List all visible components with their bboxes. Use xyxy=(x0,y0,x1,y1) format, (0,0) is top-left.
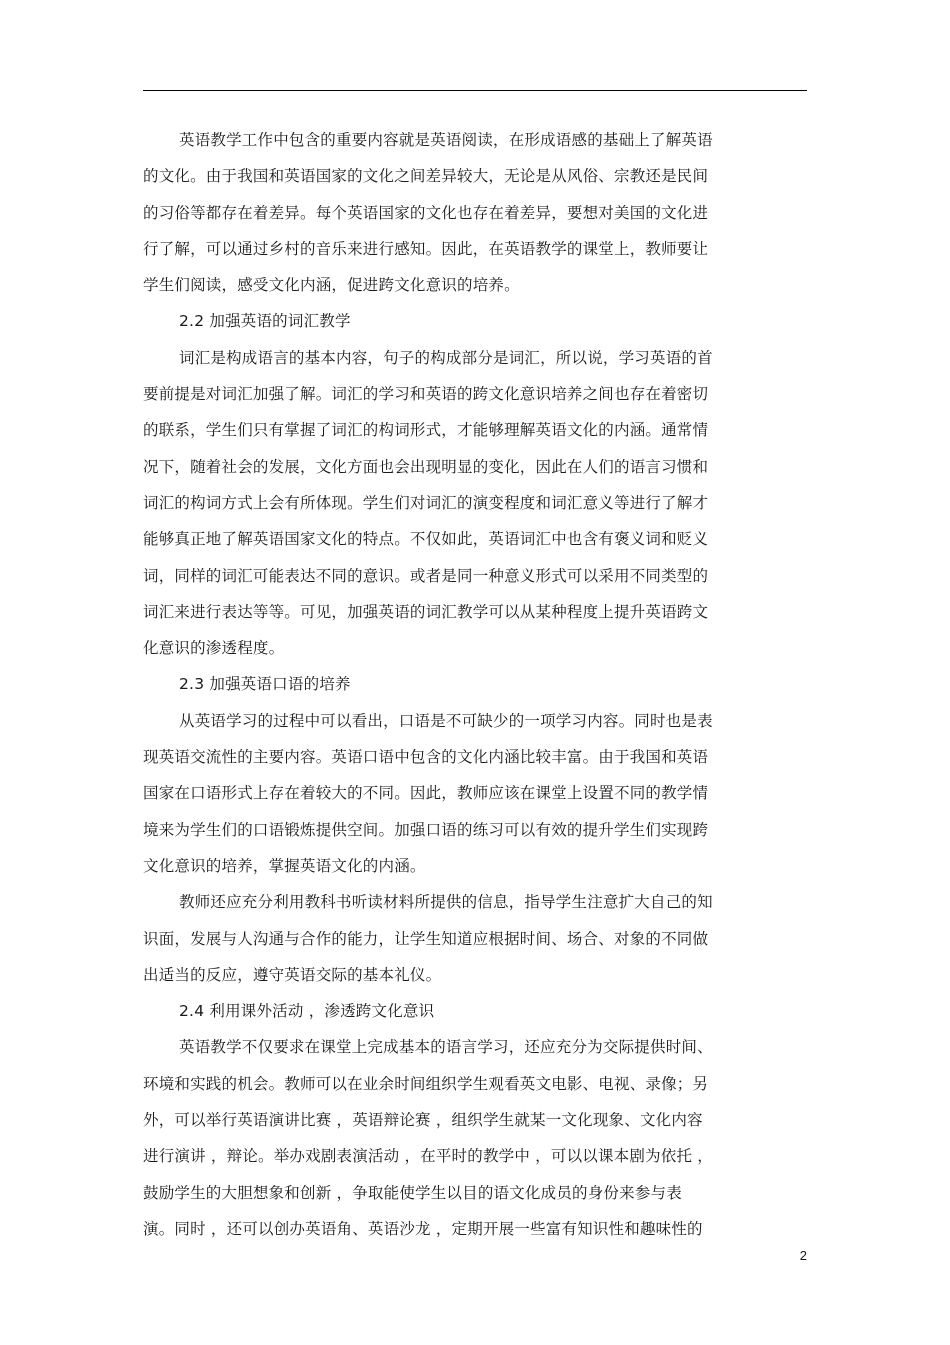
text-line: 演。同时 ，还可以创办英语角、英语沙龙 ，定期开展一些富有知识性和趣味性的 xyxy=(143,1219,703,1238)
text-line: 出适当的反应，遵守英语交际的基本礼仪。 xyxy=(143,965,442,984)
text-line: 词，同样的词汇可能表达不同的意识。或者是同一种意义形式可以采用不同类型的 xyxy=(143,566,709,585)
text-line: 的文化。由于我国和英语国家的文化之间差异较大，无论是从风俗、宗教还是民间 xyxy=(143,167,709,186)
text-line: 外，可以举行英语演讲比赛 ，英语辩论赛 ，组织学生就某一文化现象、文化内容 xyxy=(143,1111,703,1130)
text-line: 文化意识的培养，掌握英语文化的内涵。 xyxy=(143,856,426,875)
text-line: 词汇来进行表达等等。可见，加强英语的词汇教学可以从某种程度上提升英语跨文 xyxy=(143,602,709,621)
text-line: 要前提是对词汇加强了解。词汇的学习和英语的跨文化意识培养之间也存在着密切 xyxy=(143,385,709,404)
text-line: 况下，随着社会的发展，文化方面也会出现明显的变化，因此在人们的语言习惯和 xyxy=(143,457,709,476)
text-line: 从英语学习的过程中可以看出，口语是不可缺少的一项学习内容。同时也是表 xyxy=(179,711,713,730)
text-line: 词汇是构成语言的基本内容，句子的构成部分是词汇，所以说，学习英语的首 xyxy=(179,348,713,367)
text-line: 进行演讲 ，辩论。举办戏剧表演活动 ，在平时的教学中 ，可以以课本剧为依托 ， xyxy=(143,1147,714,1166)
text-line: 2.2 加强英语的词汇教学 xyxy=(179,312,351,331)
text-line: 教师还应充分利用教科书听读材料所提供的信息，指导学生注意扩大自己的知 xyxy=(179,893,713,912)
text-line: 的联系，学生们只有掌握了词汇的构词形式，才能够理解英语文化的内涵。通常情 xyxy=(143,421,709,440)
header-rule xyxy=(143,90,807,91)
text-line: 2.3 加强英语口语的培养 xyxy=(179,675,351,694)
text-line: 环境和实践的机会。教师可以在业余时间组织学生观看英文电影、电视、录像；另 xyxy=(143,1074,709,1093)
text-line: 学生们阅读，感受文化内涵，促进跨文化意识的培养。 xyxy=(143,276,520,295)
page-number: 2 xyxy=(799,1248,807,1263)
text-line: 英语教学工作中包含的重要内容就是英语阅读，在形成语感的基础上了解英语 xyxy=(179,131,713,149)
text-line: 2.4 利用课外活动 ，渗透跨文化意识 xyxy=(179,1002,435,1021)
text-line: 现英语交流性的主要内容。英语口语中包含的文化内涵比较丰富。由于我国和英语 xyxy=(143,748,709,767)
text-line: 的习俗等都存在着差异。每个英语国家的文化也存在着差异，要想对美国的文化进 xyxy=(143,203,709,222)
text-line: 国家在口语形式上存在着较大的不同。因此，教师应该在课堂上设置不同的教学情 xyxy=(143,784,709,803)
text-line: 识面，发展与人沟通与合作的能力，让学生知道应根据时间、场合、对象的不同做 xyxy=(143,929,709,948)
text-line: 鼓励学生的大胆想象和创新 ，争取能使学生以目的语文化成员的身份来参与表 xyxy=(143,1183,682,1202)
text-line: 英语教学不仅要求在课堂上完成基本的语言学习，还应充分为交际提供时间、 xyxy=(179,1038,713,1057)
text-line: 词汇的构词方式上会有所体现。学生们对词汇的演变程度和词汇意义等进行了解才 xyxy=(143,493,709,512)
text-line: 能够真正地了解英语国家文化的特点。不仅如此，英语词汇中也含有褒义词和贬义 xyxy=(143,530,709,549)
text-line: 化意识的渗透程度。 xyxy=(143,639,285,658)
text-line: 行了解，可以通过乡村的音乐来进行感知。因此，在英语教学的课堂上，教师要让 xyxy=(143,239,709,258)
document-body xyxy=(143,122,783,1247)
text-line: 境来为学生们的口语锻炼提供空间。加强口语的练习可以有效的提升学生们实现跨 xyxy=(143,820,709,839)
